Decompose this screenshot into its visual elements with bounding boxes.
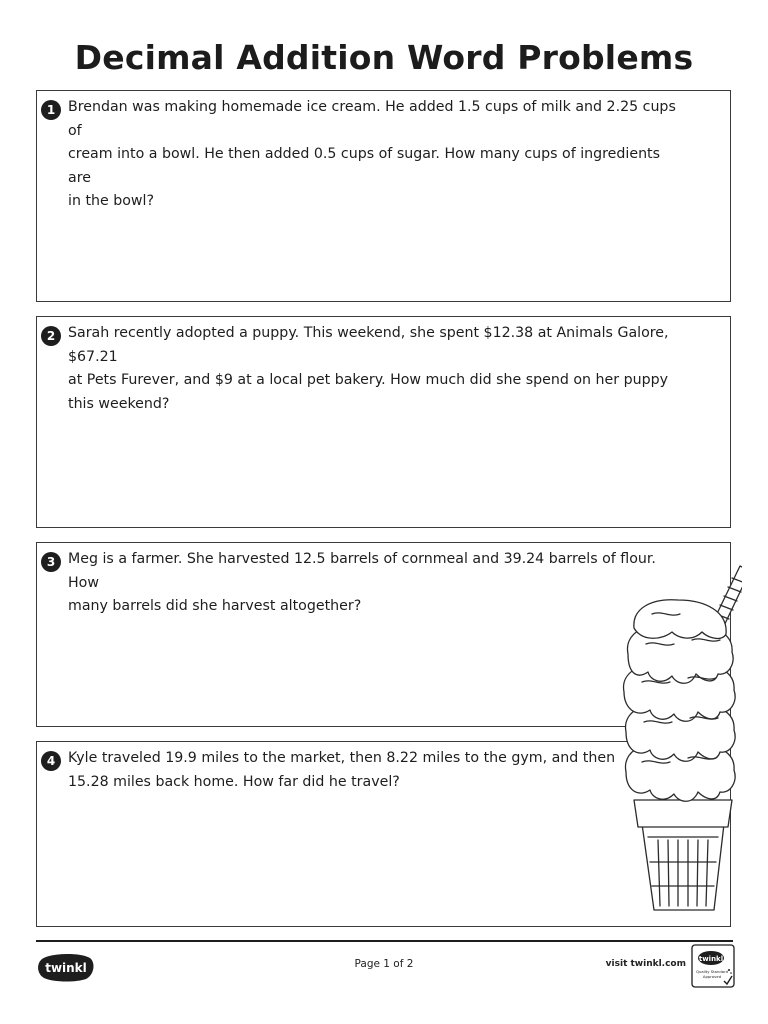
visit-twinkl-link[interactable]: visit twinkl.com — [605, 959, 686, 969]
question-line: cream into a bowl. He then added 0.5 cups of sugar. How many cups of ingredients are — [68, 146, 661, 186]
question-line: Brendan was making homemade ice cream. He added 1.5 cups of milk and 2.25 cups of — [68, 99, 676, 139]
page-number: Page 1 of 2 — [354, 958, 414, 970]
badge-logo-text: twinkl — [698, 955, 724, 963]
question-line: many barrels did she harvest altogether? — [68, 598, 362, 614]
question-line: Kyle traveled 19.9 miles to the market, then 8.22 miles to the gym, and then — [68, 750, 616, 766]
badge-line-1: Quality Standard — [695, 969, 729, 974]
problem-number-badge: 4 — [41, 751, 61, 771]
problem-number-badge: 3 — [41, 552, 61, 572]
problem-question — [68, 747, 683, 794]
problem-box-1 — [36, 90, 731, 302]
quality-standard-badge — [691, 944, 735, 988]
answer-area[interactable] — [37, 397, 730, 527]
page-title: Decimal Addition Word Problems — [74, 38, 694, 77]
logo-text: twinkl — [45, 961, 87, 975]
question-line: Meg is a farmer. She harvested 12.5 barrels of cornmeal and 39.24 barrels of flour. How — [68, 551, 656, 591]
problem-box-2 — [36, 316, 731, 528]
answer-area[interactable] — [37, 171, 730, 301]
badge-line-2: Approved — [702, 974, 722, 979]
problem-number-badge: 1 — [41, 100, 61, 120]
question-line: Sarah recently adopted a puppy. This weekend, she spent $12.38 at Animals Galore, $67.21 — [68, 325, 669, 365]
problem-number-badge: 2 — [41, 326, 61, 346]
question-line: in the bowl? — [68, 193, 154, 209]
footer-divider — [36, 940, 733, 942]
question-line: 15.28 miles back home. How far did he travel? — [68, 773, 400, 790]
question-line: this weekend? — [68, 395, 170, 412]
question-line: at Pets Furever, and $9 at a local pet bakery. How much did she spend on her puppy — [68, 372, 669, 388]
ice-cream-cone-illustration — [612, 562, 742, 918]
